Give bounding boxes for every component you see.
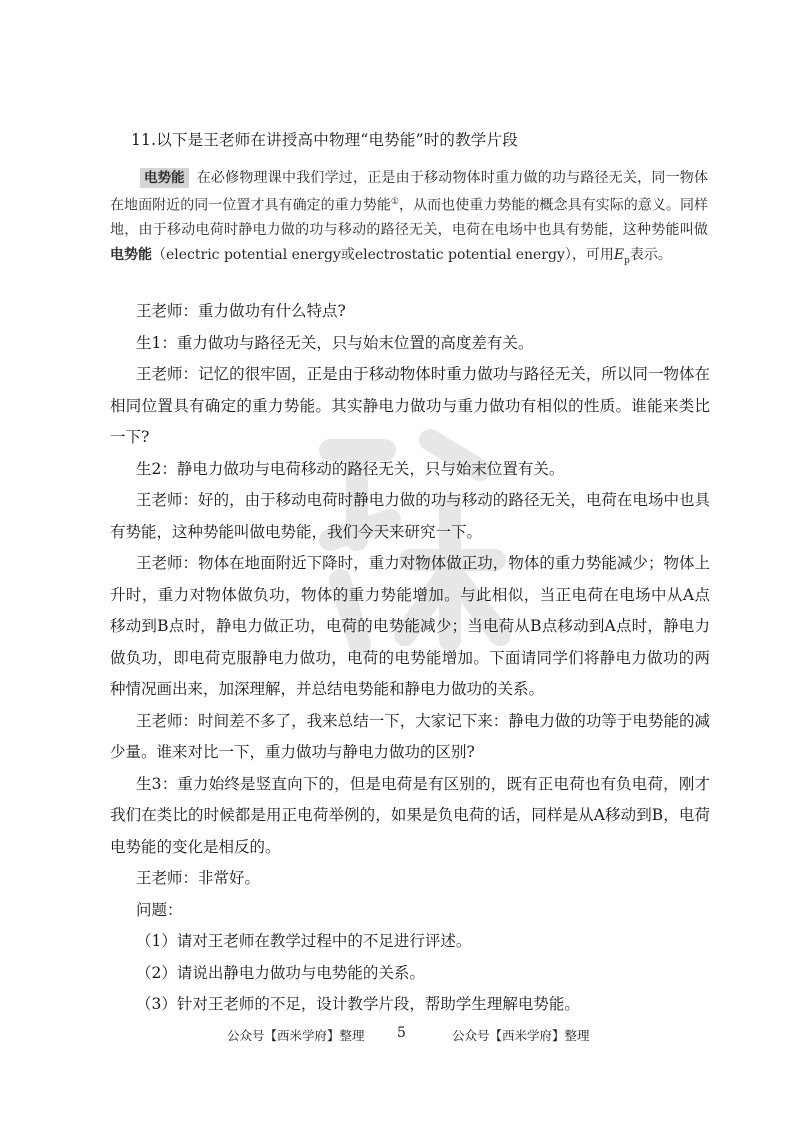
dialogue-line: 王老师：重力做功有什么特点? — [136, 302, 346, 320]
question-item-1: （1）请对王老师在教学过程中的不足进行评述。 — [136, 932, 472, 950]
dialogue — [110, 296, 710, 1021]
dialogue-line: 王老师：时间差不多了，我来总结一下，大家记下来：静电力做的功等于电势能的减少量。谁来对比一下，重力做功与静电力做功的区别? — [110, 711, 710, 761]
dialogue-line: 生3：重力始终是竖直向下的，但是电荷是有区别的，既有正电荷也有负电荷，刚才我们在类比的时候都是用正电荷举例的，如果是负电荷的话，同样是从A移动到B，电荷电势能的变化是相反的。 — [110, 774, 710, 856]
page-number: 5 — [397, 1025, 406, 1041]
question-item-2: （2）请说出静电力做功与电势能的关系。 — [136, 963, 425, 982]
footer-source-left: 公众号【西米学府】整理 — [227, 1028, 365, 1043]
dialogue-line: 王老师：记忆的很牢固，正是由于移动物体时重力做功与路径无关，所以同一物体在相同位置具有确定的重力势能。其实静电力做功与重力做功有相似的性质。谁能来类比一下? — [110, 365, 710, 446]
footer-source-right: 公众号【西米学府】整理 — [452, 1028, 590, 1043]
dialogue-line: 生1：重力做功与路径无关，只与始末位置的高度差有关。 — [136, 333, 534, 352]
excerpt-part-3: （electric potential energy或electrostatic potential energy），可用 — [152, 246, 614, 263]
dialogue-line: 王老师：非常好。 — [136, 869, 261, 887]
energy-symbol-letter: E — [613, 246, 625, 263]
excerpt-bold-term: 电势能 — [110, 246, 152, 263]
energy-symbol-subscript: p — [624, 255, 630, 266]
question-item-3: （3）针对王老师的不足，设计教学片段，帮助学生理解电势能。 — [136, 995, 580, 1013]
dialogue-line: 王老师：物体在地面附近下降时，重力对物体做正功，物体的重力势能减少；物体上升时，重力对物体做负功，物体的重力势能增加。与此相似，当正电荷在电场中从A点移动到B点时，静电力做正功，电荷的电势能减少；当电荷从B点移动到A点时，静电力做负功，即电荷克服静电力做功，电荷的电势能增加。下面请同学们将静电力做功的两种情况画出来，加深理解，并总结电势能和静电力做功的关系。 — [110, 554, 710, 698]
term-highlight: 电势能 — [140, 168, 189, 188]
dialogue-line: 王老师：好的，由于移动电荷时静电力做的功与移动的路径无关，电荷在电场中也具有势能，这种势能叫做电势能，我们今天来研究一下。 — [110, 491, 710, 541]
dialogue-line: 生2：静电力做功与电荷移动的路径无关，只与始末位置有关。 — [136, 459, 565, 478]
question-title: 11.以下是王老师在讲授高中物理“电势能”时的教学片段 — [131, 131, 518, 149]
excerpt-part-2: ，从而也使重力势能的概念具有实际的意义。同样地，由于移动电荷时静电力做的功与移动的路径无关，电荷在电场中也具有势能，这种势能叫做 — [110, 197, 709, 239]
footnote-mark: ① — [390, 197, 400, 208]
questions-heading: 问题： — [136, 900, 183, 919]
excerpt-part-4: 表示。 — [629, 246, 672, 263]
excerpt-part-1: 在必修物理课中我们学过，正是由于移动物体时重力做的功与路径无关，同一物体在地面附近的同一位置才具有确定的重力势能 — [110, 170, 708, 214]
energy-symbol — [613, 246, 630, 266]
textbook-excerpt — [110, 166, 708, 273]
